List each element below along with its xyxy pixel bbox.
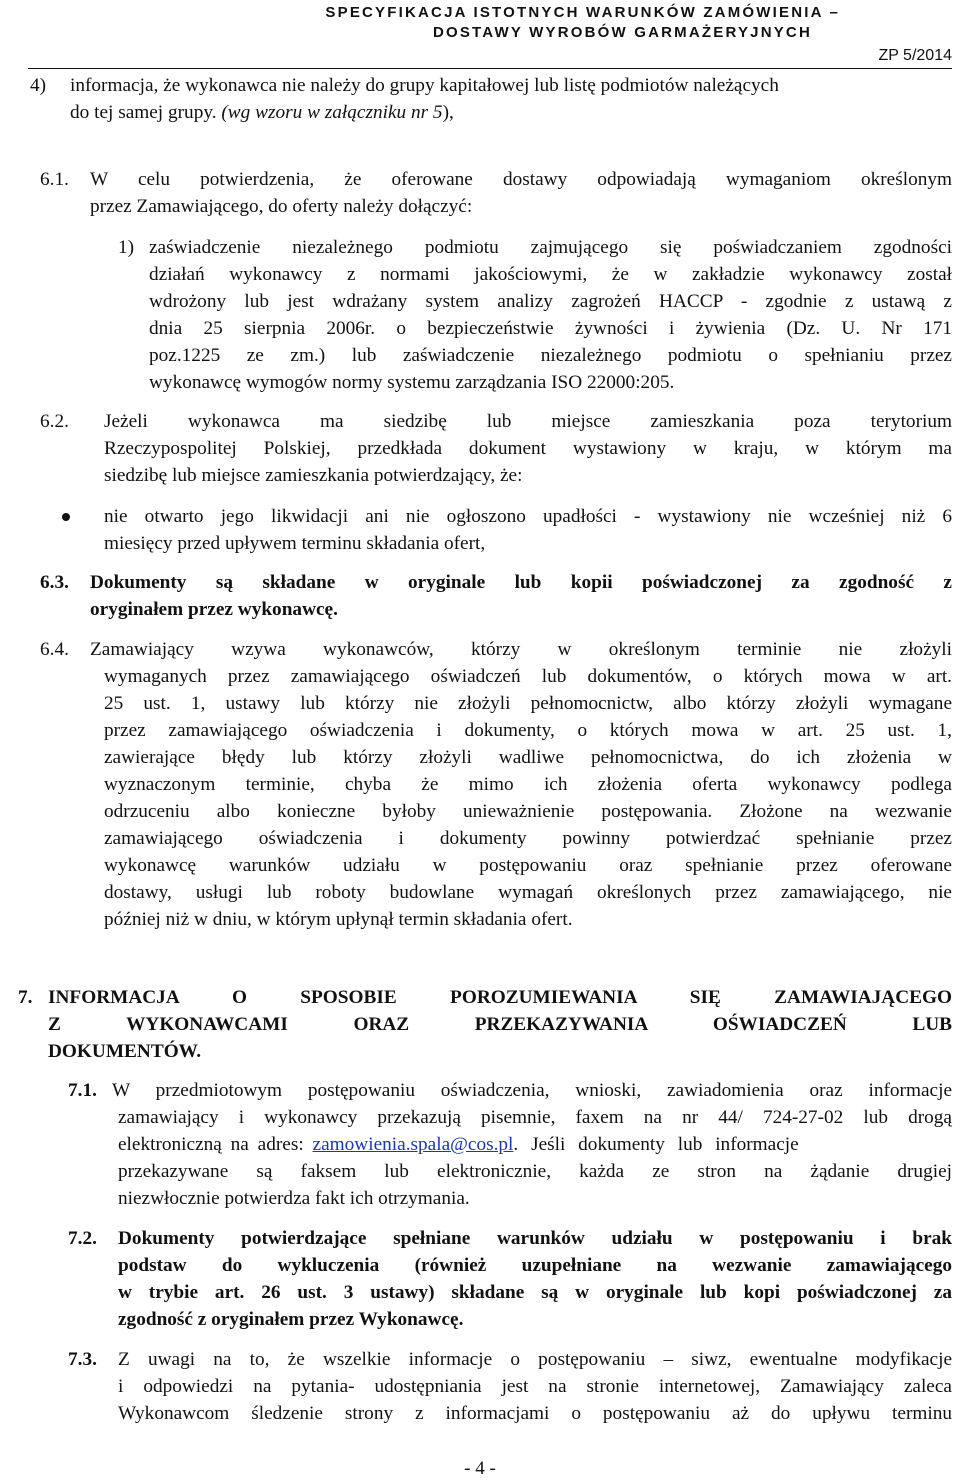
section-6-1-number: 6.1. <box>40 169 69 190</box>
section-7-2-line: Dokumenty potwierdzające spełniane warunków udziału w postępowaniu i brak <box>118 1228 952 1249</box>
item-4-line: informacja, że wykonawca nie należy do grupy kapitałowej lub listę podmiotów należących <box>70 75 779 96</box>
document-header-title: SPECYFIKACJA ISTOTNYCH WARUNKÓW ZAMÓWIENIA – <box>325 4 840 21</box>
sub-item-1-line: poz.1225 ze zm.) lub zaświadczenie niezależnego podmiotu o spełnianiu przez <box>149 345 952 366</box>
section-6-3-number: 6.3. <box>40 572 69 593</box>
section-7-2-number: 7.2. <box>68 1228 97 1249</box>
section-7-3-line: Wykonawcom śledzenie strony z informacjami o postępowaniu aż do upływu terminu <box>118 1403 952 1424</box>
sub-item-1-line: zaświadczenie niezależnego podmiotu zajmującego się poświadczaniem zgodności <box>149 237 952 258</box>
section-6-4-line: dostawy, usługi lub roboty budowlane wymagań określonych przez zamawiającego, nie <box>104 882 952 903</box>
header-divider <box>28 68 952 69</box>
section-7-2-line: podstaw do wykluczenia (również uzupełniane na wezwanie zamawiającego <box>118 1255 952 1276</box>
section-7-1-line: zamawiający i wykonawcy przekazują pisemnie, faxem na nr 44/ 724-27-02 lub drogą <box>118 1107 952 1128</box>
section-6-2-line: siedzibę lub miejsce zamieszkania potwierdzający, że: <box>104 465 523 486</box>
section-6-4-number: 6.4. <box>40 639 69 660</box>
bullet-icon <box>62 513 70 521</box>
section-7-3-number: 7.3. <box>68 1349 97 1370</box>
section-6-4-line: zamawiającego oświadczenia i dokumenty powinny potwierdzać spełnianie przez <box>104 828 952 849</box>
section-6-1-line: W celu potwierdzenia, że oferowane dostawy odpowiadają wymaganiom określonym <box>90 169 952 190</box>
section-6-3-line: oryginałem przez wykonawcę. <box>90 599 338 620</box>
sub-item-1-line: wykonawcę wymogów normy systemu zarządzania ISO 22000:205. <box>149 372 675 393</box>
section-6-4-line: 25 ust. 1, ustawy lub którzy nie złożyli pełnomocnictw, albo którzy złożyli wymagane <box>104 693 952 714</box>
section-7-3-line: i odpowiedzi na pytania- udostępniania jest na stronie internetowej, Zamawiający zaleca <box>118 1376 952 1397</box>
section-6-4-line: Zamawiający wzywa wykonawców, którzy w określonym terminie nie złożyli <box>90 639 952 660</box>
email-link[interactable]: zamowienia.spala@cos.pl <box>312 1134 514 1155</box>
sub-item-1-line: dnia 25 sierpnia 2006r. o bezpieczeństwie żywności i żywienia (Dz. U. Nr 171 <box>149 318 952 339</box>
document-header-subtitle: DOSTAWY WYROBÓW GARMAŻERYJNYCH <box>432 24 812 41</box>
section-6-4-line: wymaganych przez zamawiającego oświadczeń lub dokumentów, o których mowa w art. <box>104 666 952 687</box>
section-7-1-line: przekazywane są faksem lub elektronicznie, każda ze stron na żądanie drugiej <box>118 1161 952 1182</box>
section-7-2-line: w trybie art. 26 ust. 3 ustawy) składane są w oryginale lub kopi poświadczonej za <box>118 1282 952 1303</box>
section-7-1-line: niezwłocznie potwierdza fakt ich otrzymania. <box>118 1188 470 1209</box>
section-6-4-line: wyznaczonym terminie, chyba że mimo ich złożenia oferta wykonawcy podlega <box>104 774 952 795</box>
section-7-3-line: Z uwagi na to, że wszelkie informacje o postępowaniu – siwz, ewentualne modyfikacje <box>118 1349 952 1370</box>
section-6-4-line: przez zamawiającego oświadczenia i dokumenty, o których mowa w art. 25 ust. 1, <box>104 720 952 741</box>
sub-item-1-line: działań wykonawcy z normami jakościowymi, że w zakładzie wykonawcy został <box>149 264 952 285</box>
document-reference: ZP 5/2014 <box>878 47 952 64</box>
item-4-line-2: do tej samej grupy. (wg wzoru w załączniku nr 5), <box>70 102 454 123</box>
section-7-1-line: W przedmiotowym postępowaniu oświadczenia, wnioski, zawiadomienia oraz informacje <box>112 1080 952 1101</box>
sub-item-1-line: wdrożony lub jest wdrażany system analizy zagrożeń HACCP - zgodnie z ustawą z <box>149 291 952 312</box>
section-7-heading: INFORMACJA O SPOSOBIE POROZUMIEWANIA SIĘ ZAMAWIAJĄCEGO <box>48 987 952 1008</box>
section-6-2-line: Jeżeli wykonawca ma siedzibę lub miejsce zamieszkania poza terytorium <box>104 411 952 432</box>
section-7-2-line: zgodność z oryginałem przez Wykonawcę. <box>118 1309 464 1330</box>
section-6-4-line: później niż w dniu, w którym upłynął termin składania ofert. <box>104 909 573 930</box>
section-6-4-line: zawierające błędy lub którzy złożyli wadliwe pełnomocnictwa, do ich złożenia w <box>104 747 952 768</box>
section-7-number: 7. <box>18 987 33 1008</box>
section-6-2-number: 6.2. <box>40 411 69 432</box>
page-number: - 4 - <box>464 1458 496 1479</box>
section-6-2-line: Rzeczypospolitej Polskiej, przedkłada dokument wystawiony w kraju, w którym ma <box>104 438 952 459</box>
sub-item-1-number: 1) <box>118 237 135 258</box>
section-6-4-line: wykonawcę warunków udziału w postępowaniu oraz spełnianie przez oferowane <box>104 855 952 876</box>
section-7-1-line: elektroniczną na adres: zamowienia.spala@cos.pl. Jeśli dokumenty lub informacje <box>118 1134 799 1155</box>
section-7-heading: Z WYKONAWCAMI ORAZ PRZEKAZYWANIA OŚWIADCZEŃ LUB <box>48 1014 952 1035</box>
section-6-1-line-2: przez Zamawiającego, do oferty należy dołączyć: <box>90 196 473 217</box>
bullet-item-line: nie otwarto jego likwidacji ani nie ogłoszono upadłości - wystawiony nie wcześniej niż 6 <box>104 506 952 527</box>
item-4-number: 4) <box>30 75 47 96</box>
bullet-item-line: miesięcy przed upływem terminu składania ofert, <box>104 533 486 554</box>
section-7-heading: DOKUMENTÓW. <box>48 1041 202 1062</box>
section-6-4-line: odrzuceniu albo konieczne byłoby unieważnienie postępowania. Złożone na wezwanie <box>104 801 952 822</box>
section-6-3-line: Dokumenty są składane w oryginale lub kopii poświadczonej za zgodność z <box>90 572 952 593</box>
section-7-1-number: 7.1. <box>68 1080 97 1101</box>
